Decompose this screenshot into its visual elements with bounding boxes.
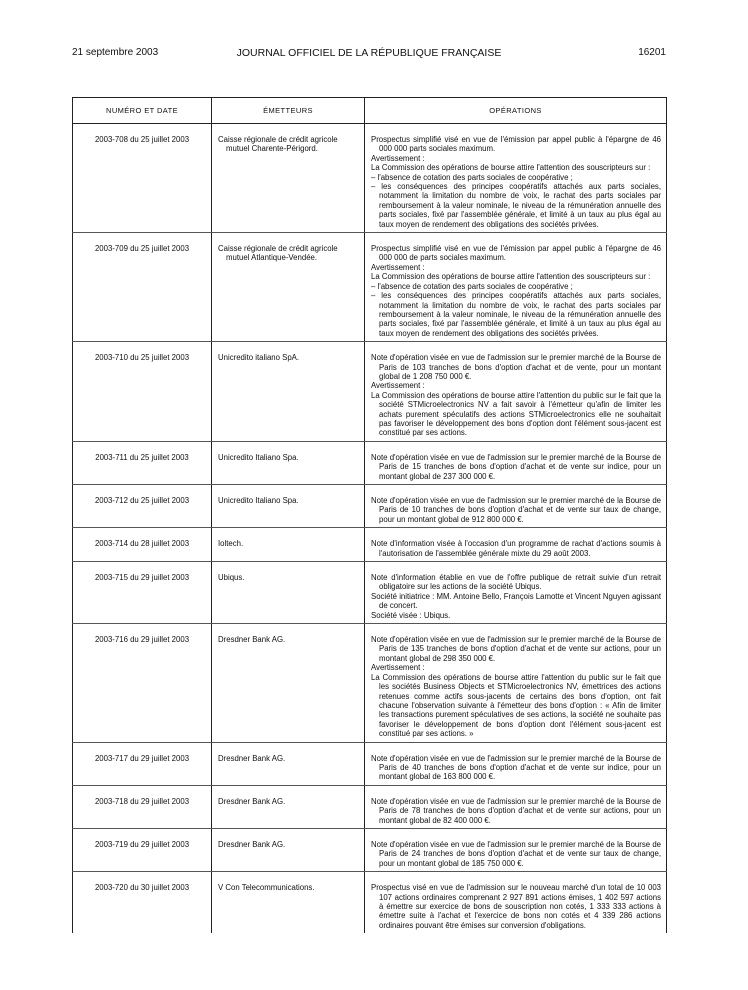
table-row bbox=[73, 742, 667, 785]
row-operations bbox=[365, 828, 667, 871]
emetteur-line: Caisse régionale de crédit agricole bbox=[218, 244, 338, 254]
row-number-date: 2003-709 du 25 juillet 2003 bbox=[73, 233, 212, 342]
row-operations bbox=[365, 562, 667, 624]
row-operations bbox=[365, 872, 667, 934]
table-row bbox=[73, 624, 667, 742]
operation-paragraph: Note d'information visée à l'occasion d'un programme de rachat d'actions soumis à l'autorisation de l'assemblée générale mixte du 29 août 2003. bbox=[371, 539, 661, 558]
operation-paragraph: Prospectus simplifié visé en vue de l'émission par appel public à l'épargne de 46 000 000 parts sociales maximum. bbox=[371, 135, 661, 154]
operation-paragraph: Note d'opération visée en vue de l'admission sur le premier marché de la Bourse de Paris de 135 tranches de bons d'option d'achat et de vente sur actions, pour un montant global de 298 350 000 €. bbox=[371, 635, 661, 663]
emetteur-line: Ubiqus. bbox=[218, 573, 245, 583]
row-emetteur bbox=[212, 624, 365, 742]
row-emetteur bbox=[212, 785, 365, 828]
emetteur-line: Unicredito italiano SpA. bbox=[218, 353, 300, 363]
operation-paragraph: – les conséquences des principes coopératifs attachés aux parts sociales, notamment la limitation du nombre de voix, le rachat des parts sociales par remboursement à la valeur nominale, le niveau de la rémunération annuelle des parts sociales, fixé par l'assemblée générale, et limité à un taux au plus égal au taux moyen de rendement des obligations des sociétés privées. bbox=[371, 291, 661, 338]
row-number-date: 2003-718 du 29 juillet 2003 bbox=[73, 785, 212, 828]
column-header-emetteurs: ÉMETTEURS bbox=[212, 98, 365, 124]
table-row bbox=[73, 562, 667, 624]
table-row bbox=[73, 872, 667, 934]
table-row bbox=[73, 485, 667, 528]
operation-paragraph: – l'absence de cotation des parts sociales de coopérative ; bbox=[371, 172, 573, 182]
table-row bbox=[73, 828, 667, 871]
table-header-row bbox=[73, 98, 667, 124]
table-row bbox=[73, 528, 667, 562]
emetteur-line: Caisse régionale de crédit agricole bbox=[218, 135, 338, 144]
operation-paragraph: Société initiatrice : MM. Antoine Bello, François Lamotte et Vincent Nguyen agissant de concert. bbox=[371, 591, 661, 611]
column-header-numero: NUMÉRO ET DATE bbox=[73, 98, 212, 124]
row-emetteur bbox=[212, 742, 365, 785]
row-operations bbox=[365, 785, 667, 828]
operation-paragraph: La Commission des opérations de bourse attire l'attention des souscripteurs sur : bbox=[371, 163, 651, 173]
operation-paragraph: La Commission des opérations de bourse attire l'attention du public sur le fait que les sociétés Business Objects et STMicroelectronics NV, émettrices des actions retenues comme actifs sous-jacents de certains des bons d'option, ont fait chacune l'observation suivante à l'émetteur des bons d'option : « Afin de limiter les transactions purement spéculatives de ses actions, la société ne souhaite pas favoriser le développement de bons d'option dont l'élément sous-jacent est constitué par ses actions. » bbox=[371, 672, 661, 739]
row-operations bbox=[365, 233, 667, 342]
table-row bbox=[73, 233, 667, 342]
operation-paragraph: Note d'opération visée en vue de l'admission sur le premier marché de la Bourse de Paris de 103 tranches de bons d'option d'achat et de vente, pour un montant global de 1 208 750 000 €. bbox=[371, 353, 661, 381]
emetteur-line: mutuel Charente-Périgord. bbox=[226, 144, 318, 154]
operation-paragraph: Prospectus simplifié visé en vue de l'émission par appel public à l'épargne de 46 000 000 de parts sociales maximum. bbox=[371, 244, 661, 263]
row-number-date: 2003-719 du 29 juillet 2003 bbox=[73, 828, 212, 871]
emetteur-line: mutuel Atlantique-Vendée. bbox=[226, 253, 318, 263]
operation-paragraph: Note d'opération visée en vue de l'admission sur le premier marché de la Bourse de Paris de 40 tranches de bons d'option d'achat et de vente sur indice, pour un montant global de 163 800 000 €. bbox=[371, 753, 661, 782]
row-number-date: 2003-717 du 29 juillet 2003 bbox=[73, 742, 212, 785]
emetteur-line: Dresdner Bank AG. bbox=[218, 635, 286, 645]
column-header-operations: OPÉRATIONS bbox=[365, 98, 667, 124]
emetteur-line: Dresdner Bank AG. bbox=[218, 753, 286, 763]
emetteur-line: V Con Telecommunications. bbox=[218, 883, 315, 893]
operation-paragraph: Société visée : Ubiqus. bbox=[371, 610, 451, 620]
emetteur-line: Unicredito Italiano Spa. bbox=[218, 496, 299, 505]
operation-paragraph: La Commission des opérations de bourse attire l'attention des souscripteurs sur : bbox=[371, 272, 651, 282]
row-operations bbox=[365, 342, 667, 442]
operation-paragraph: Note d'opération visée en vue de l'admission sur le premier marché de la Bourse de Paris de 10 tranches de bons d'option d'achat et de vente sur taux de change, pour un montant global de 912 800 000 €. bbox=[371, 496, 661, 524]
table-row bbox=[73, 785, 667, 828]
emetteur-line: Dresdner Bank AG. bbox=[218, 839, 286, 849]
row-operations bbox=[365, 485, 667, 528]
row-operations bbox=[365, 742, 667, 785]
row-operations bbox=[365, 441, 667, 484]
row-number-date: 2003-714 du 28 juillet 2003 bbox=[73, 528, 212, 562]
row-number-date: 2003-715 du 29 juillet 2003 bbox=[73, 562, 212, 624]
emetteur-line: Ioltech. bbox=[218, 539, 244, 549]
row-emetteur bbox=[212, 233, 365, 342]
row-operations bbox=[365, 528, 667, 562]
emetteur-line: Dresdner Bank AG. bbox=[218, 796, 286, 806]
row-emetteur bbox=[212, 528, 365, 562]
operation-paragraph: Prospectus visé en vue de l'admission sur le nouveau marché d'un total de 10 003 107 actions ordinaires comprenant 2 927 891 actions émises, 1 402 597 actions à émettre sur exercice de bons de souscription non cotés, 1 333 333 actions à émettre suite à l'achat et l'exercice de bons non cotés et 4 339 286 actions ordinaires pouvant être émises sur conversion d'obligations. bbox=[371, 883, 661, 930]
table-row bbox=[73, 342, 667, 442]
operation-paragraph: Note d'information établie en vue de l'offre publique de retrait suivie d'un retrait obligatoire sur les actions de la société Ubiqus. bbox=[371, 573, 661, 592]
operation-paragraph: La Commission des opérations de bourse attire l'attention du public sur le fait que la société STMicroelectronics NV a fait savoir à l'émetteur qu'afin de limiter les achats purement spéculatifs des actions STMicroelectronics elle ne souhaitait pas favoriser le développement des bons d'option dont l'élément sous-jacent est constitué par ses actions. bbox=[371, 390, 661, 438]
operation-paragraph: Note d'opération visée en vue de l'admission sur le premier marché de la Bourse de Paris de 15 tranches de bons d'option d'achat et de vente sur indice, pour un montant global de 237 300 000 €. bbox=[371, 452, 661, 481]
row-emetteur bbox=[212, 342, 365, 442]
row-number-date: 2003-716 du 29 juillet 2003 bbox=[73, 624, 212, 742]
page-number: 16201 bbox=[638, 47, 666, 58]
row-operations bbox=[365, 624, 667, 742]
journal-title: JOURNAL OFFICIEL DE LA RÉPUBLIQUE FRANÇAISE bbox=[236, 47, 502, 59]
operation-paragraph: Avertissement : bbox=[371, 663, 425, 673]
operation-paragraph: Note d'opération visée en vue de l'admission sur le premier marché de la Bourse de Paris de 78 tranches de bons d'option d'achat et de vente sur actions, pour un montant global de 82 400 000 €. bbox=[371, 796, 661, 825]
row-emetteur bbox=[212, 485, 365, 528]
operation-paragraph: – l'absence de cotation des parts sociales de coopérative ; bbox=[371, 281, 573, 291]
row-number-date: 2003-711 du 25 juillet 2003 bbox=[73, 441, 212, 484]
operation-paragraph: Avertissement : bbox=[371, 153, 425, 163]
row-emetteur bbox=[212, 124, 365, 233]
operation-paragraph: Avertissement : bbox=[371, 262, 425, 272]
operation-paragraph: Avertissement : bbox=[371, 381, 425, 391]
row-number-date: 2003-710 du 25 juillet 2003 bbox=[73, 342, 212, 442]
row-number-date: 2003-708 du 25 juillet 2003 bbox=[73, 124, 212, 233]
table-row bbox=[73, 441, 667, 484]
row-emetteur bbox=[212, 872, 365, 934]
row-emetteur bbox=[212, 562, 365, 624]
row-number-date: 2003-720 du 30 juillet 2003 bbox=[73, 872, 212, 934]
row-emetteur bbox=[212, 441, 365, 484]
operation-paragraph: Note d'opération visée en vue de l'admission sur le premier marché de la Bourse de Paris de 24 tranches de bons d'option d'achat et de vente sur taux de change, pour un montant global de 185 750 000 €. bbox=[371, 839, 661, 868]
operation-paragraph: – les conséquences des principes coopératifs attachés aux parts sociales, notamment la limitation du nombre de voix, le rachat des parts sociales par remboursement à la valeur nominale, le niveau de la rémunération annuelle des parts sociales, fixé par l'assemblée générale, et limité à un taux au plus égal au taux moyen de rendement des obligations des sociétés privées. bbox=[371, 182, 661, 229]
row-emetteur bbox=[212, 828, 365, 871]
row-number-date: 2003-712 du 25 juillet 2003 bbox=[73, 485, 212, 528]
row-operations bbox=[365, 124, 667, 233]
table-row bbox=[73, 124, 667, 233]
header-date: 21 septembre 2003 bbox=[72, 47, 159, 58]
page-header bbox=[72, 46, 666, 60]
operations-table bbox=[72, 97, 667, 933]
emetteur-line: Unicredito Italiano Spa. bbox=[218, 452, 299, 462]
